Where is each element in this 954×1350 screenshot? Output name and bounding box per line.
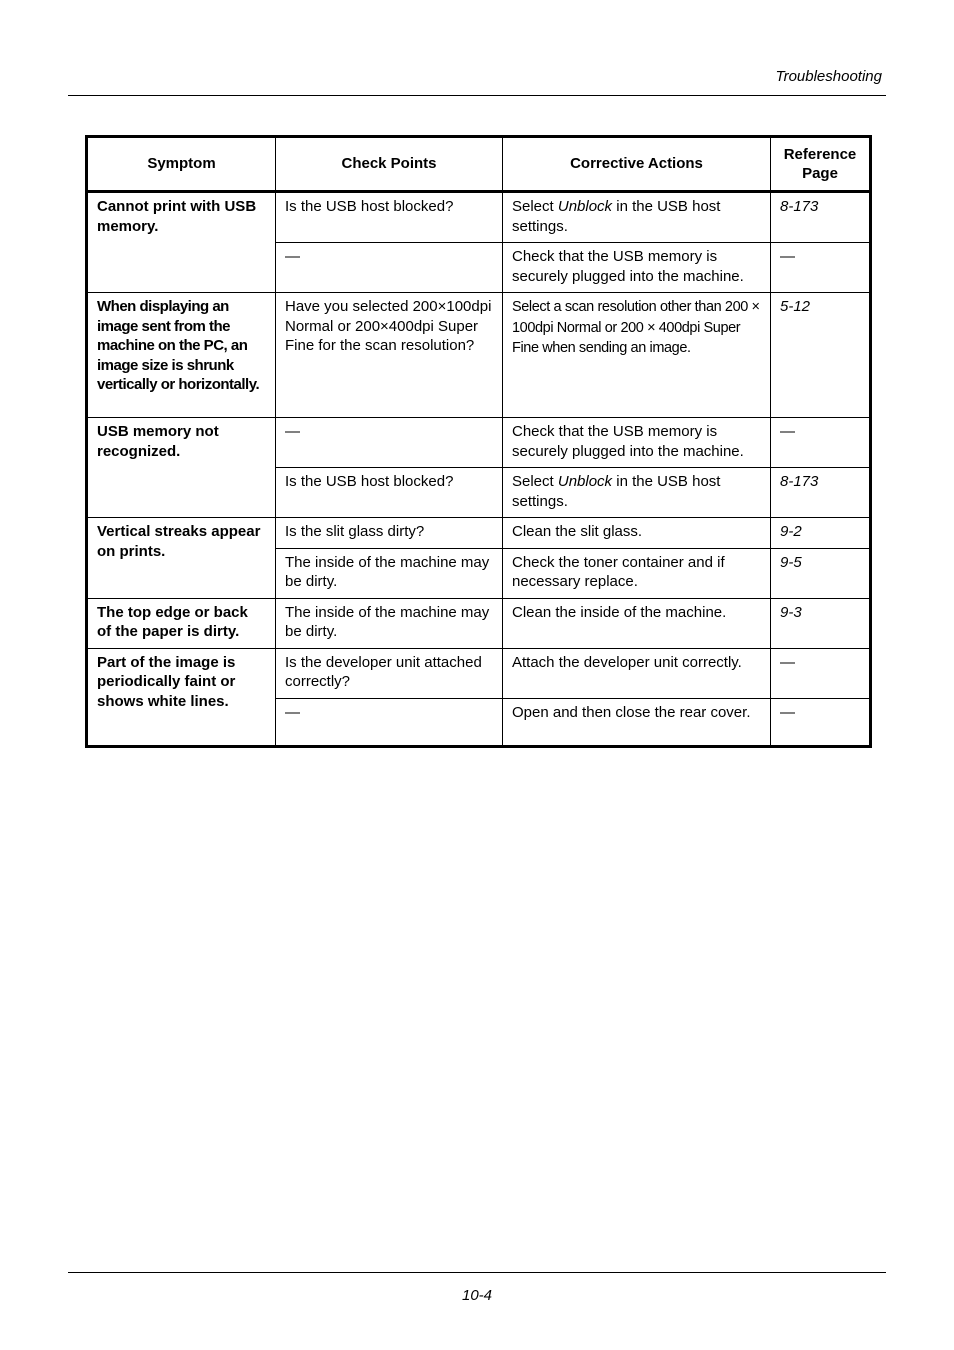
reference-page-cell: — <box>771 698 871 746</box>
table-row <box>87 192 871 243</box>
reference-page-cell: 8-173 <box>771 468 871 518</box>
action-cell: Check that the USB memory is securely plugged into the machine. <box>503 418 771 468</box>
symptom-cell: Part of the image is periodically faint or shows white lines. <box>87 648 276 746</box>
check-cell: — <box>276 243 503 293</box>
action-cell: Select Unblock in the USB host settings. <box>503 192 771 243</box>
symptom-cell: Cannot print with USB memory. <box>87 192 276 293</box>
symptom-cell: The top edge or back of the paper is dirty. <box>87 598 276 648</box>
table-row <box>87 293 871 418</box>
reference-page-cell: — <box>771 243 871 293</box>
action-cell: Clean the inside of the machine. <box>503 598 771 648</box>
header-rule <box>68 95 886 96</box>
reference-page-cell: 9-3 <box>771 598 871 648</box>
check-cell: The inside of the machine may be dirty. <box>276 598 503 648</box>
column-header-reference-page: Reference Page <box>771 137 871 192</box>
check-cell: Is the slit glass dirty? <box>276 518 503 549</box>
column-header-symptom: Symptom <box>87 137 276 192</box>
check-cell: The inside of the machine may be dirty. <box>276 548 503 598</box>
reference-page-cell: 8-173 <box>771 192 871 243</box>
check-cell: Is the developer unit attached correctly? <box>276 648 503 698</box>
troubleshooting-table <box>85 135 872 748</box>
table-row <box>87 518 871 549</box>
check-cell: Is the USB host blocked? <box>276 192 503 243</box>
setting-name: Unblock <box>557 198 613 215</box>
table-row <box>87 648 871 698</box>
action-cell: Check the toner container and if necessary replace. <box>503 548 771 598</box>
reference-page-cell: 9-2 <box>771 518 871 549</box>
column-header-corrective-actions: Corrective Actions <box>503 137 771 192</box>
reference-page-cell: 5-12 <box>771 293 871 418</box>
table-row <box>87 598 871 648</box>
action-cell: Select Unblock in the USB host settings. <box>503 468 771 518</box>
table-row <box>87 418 871 468</box>
running-header: Troubleshooting <box>775 68 882 85</box>
column-header-check-points: Check Points <box>276 137 503 192</box>
symptom-cell: When displaying an image sent from the machine on the PC, an image size is shrunk vertically or horizontally. <box>87 293 276 418</box>
action-cell: Clean the slit glass. <box>503 518 771 549</box>
check-cell: Is the USB host blocked? <box>276 468 503 518</box>
reference-page-cell: 9-5 <box>771 548 871 598</box>
check-cell: Have you selected 200×100dpi Normal or 200×400dpi Super Fine for the scan resolution? <box>276 293 503 418</box>
check-cell: — <box>276 698 503 746</box>
setting-name: Unblock <box>557 473 613 490</box>
check-cell: — <box>276 418 503 468</box>
action-cell: Open and then close the rear cover. <box>503 698 771 746</box>
table-header-row <box>87 137 871 192</box>
page-number: 10-4 <box>461 1287 493 1304</box>
symptom-cell: USB memory not recognized. <box>87 418 276 518</box>
footer-rule <box>68 1272 886 1273</box>
reference-page-cell: — <box>771 418 871 468</box>
symptom-cell: Vertical streaks appear on prints. <box>87 518 276 599</box>
action-cell: Attach the developer unit correctly. <box>503 648 771 698</box>
reference-page-cell: — <box>771 648 871 698</box>
action-cell: Select a scan resolution other than 200 × 100dpi Normal or 200 × 400dpi Super Fine when sending an image. <box>503 293 771 418</box>
action-cell: Check that the USB memory is securely plugged into the machine. <box>503 243 771 293</box>
